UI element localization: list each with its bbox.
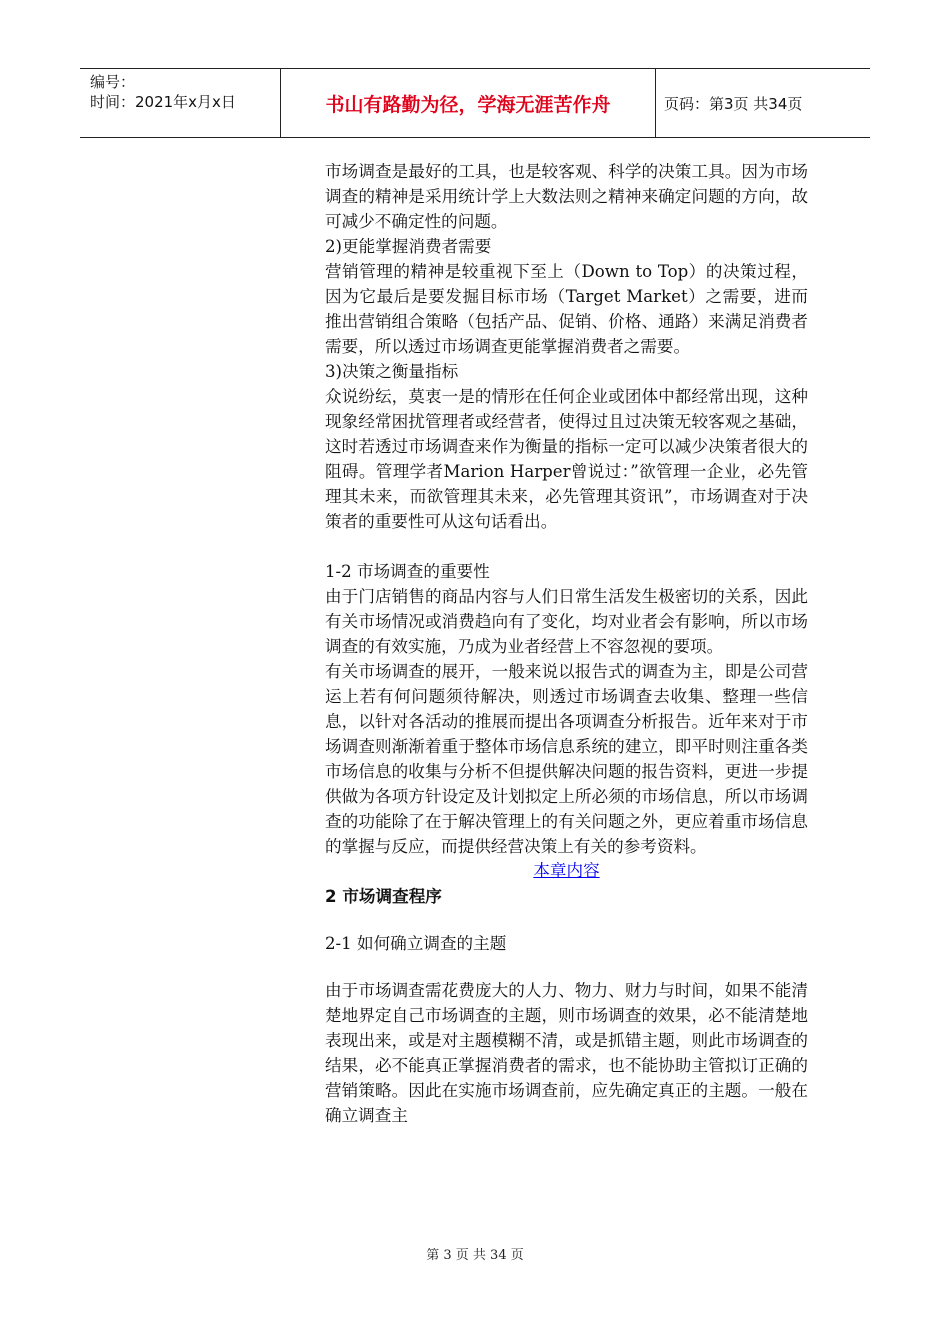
header-meta-cell	[80, 69, 280, 137]
section-heading-2: 2 市场调查程序	[325, 887, 442, 906]
paragraph: 有关市场调查的展开，一般来说以报告式的调查为主，即是公司营运上若有何问题须待解决，则透过市场调查去收集、整理一些信息，以针对各活动的推展而提出各项调查分析报告。近年来对于市场调查则渐渐着重于整体市场信息系统的建立，即平时则注重各类市场信息的收集与分析不但提供解决问题的报告资料，更进一步提供做为各项方针设定及计划拟定上所必须的市场信息，所以市场调查的功能除了在于解决管理上的有关问题之外，更应着重市场信息的掌握与反应，而提供经营决策上有关的参考资料。	[325, 662, 808, 856]
chapter-contents-link[interactable]: 本章内容	[533, 861, 600, 880]
page-footer: 第 3 页 共 34 页	[426, 1248, 524, 1263]
spacer	[325, 909, 808, 931]
paragraph: 众说纷纭，莫衷一是的情形在任何企业或团体中都经常出现，这种现象经常困扰管理者或经营者，使得过且过决策无较客观之基础，这时若透过市场调查来作为衡量的指标一定可以减少决策者很大的阻碍。管理学者Marion Harper曾说过：”欲管理一企业，必先管理其未来，而欲管理其未来，必先管理其资讯”，市场调查对于决策者的重要性可从这句话看出。	[325, 387, 808, 531]
spacer	[325, 956, 808, 978]
spacer	[325, 534, 808, 559]
header-table	[80, 68, 870, 138]
paragraph: 由于市场调查需花费庞大的人力、物力、财力与时间，如果不能清楚地界定自己市场调查的主题，则市场调查的效果，必不能清楚地表现出来，或是对主题模糊不清，或是抓错主题，则此市场调查的结果，必不能真正掌握消费者的需求，也不能协助主管拟订正确的营销策略。因此在实施市场调查前，应先确定真正的主题。一般在确立调查主	[325, 981, 808, 1125]
number-label: 编号：	[90, 73, 136, 91]
document-body	[325, 159, 808, 1128]
header-motto: 书山有路勤为径，学海无涯苦作舟	[325, 93, 611, 116]
subheading: 3)决策之衡量指标	[325, 362, 459, 381]
paragraph: 由于门店销售的商品内容与人们日常生活发生极密切的关系，因此有关市场情况或消费趋向有了变化，均对业者会有影响，所以市场调查的有效实施，乃成为业者经营上不容忽视的要项。	[325, 587, 808, 656]
paragraph: 营销管理的精神是较重视下至上（Down to Top）的决策过程，因为它最后是要发掘目标市场（Target Market）之需要，进而推出营销组合策略（包括产品、促销、价格、通路）来满足消费者需要，所以透过市场调查更能掌握消费者之需要。	[325, 262, 808, 356]
header-page-info: 页码：第3页 共34页	[664, 94, 803, 113]
paragraph: 市场调查是最好的工具，也是较客观、科学的决策工具。因为市场调查的精神是采用统计学上大数法则之精神来确定问题的方向，故可减少不确定性的问题。	[325, 162, 808, 231]
section-heading-2-1: 2-1 如何确立调查的主题	[325, 934, 507, 953]
time-label: 时间：2021年x月x日	[90, 93, 236, 111]
subheading: 2)更能掌握消费者需要	[325, 237, 492, 256]
section-heading-1-2: 1-2 市场调查的重要性	[325, 562, 490, 581]
